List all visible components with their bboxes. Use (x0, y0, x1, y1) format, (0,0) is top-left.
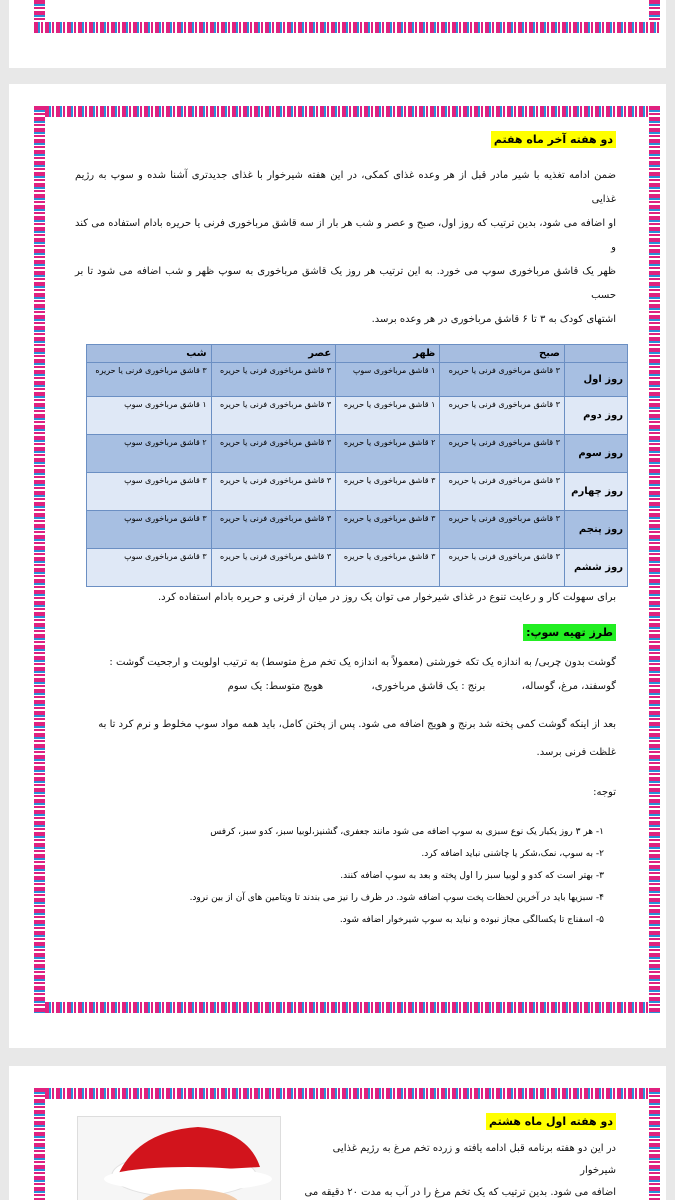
row-label: روز ششم (564, 549, 627, 587)
table-cell: ۳ قاشق مرباخوری سوپ (87, 473, 212, 511)
intro-line: ظهر یک قاشق مرباخوری سوپ می خورد. به این ترتیب هر روز یک قاشق مرباخوری به سوپ ظهر و شب اضافه می شود تا بر حسب (75, 266, 616, 301)
table-row (87, 549, 628, 587)
table-cell: ۱ قاشق مرباخوری سوپ (336, 363, 440, 397)
intro-line: اشتهای کودک به ۳ تا ۶ قاشق مرباخوری در هر وعده برسد. (371, 314, 616, 325)
cooking-line: بعد از اینکه گوشت کمی پخته شد برنج و هویج اضافه می شود. پس از پختن کامل، باید همه مواد سوپ مخلوط و نرم کرد تا به (98, 719, 616, 730)
page-border-top (34, 1088, 660, 1099)
page-border-top (34, 106, 660, 117)
list-item: ۴- سبزیها باید در آخرین لحظات پخت سوپ اضافه شود. در ظرف را نیز می بندند تا ویتامین های آن از بین نرود. (189, 893, 604, 903)
page-border-bottom (34, 1002, 660, 1013)
row-label: روز چهارم (564, 473, 627, 511)
list-item: ۵- اسفناج تا یکسالگی مجاز نبوده و نباید به سوپ شیرخوار اضافه شود. (339, 915, 604, 925)
section-heading: دو هفته آخر ماه هفتم (491, 131, 616, 148)
table-cell: ۳ قاشق مرباخوری یا حریره (336, 511, 440, 549)
table-cell: ۳ قاشق مرباخوری فرنی یا حریره (440, 363, 565, 397)
recipe-ingredients (75, 675, 616, 699)
table-cell: ۳ قاشق مرباخوری فرنی یا حریره (211, 363, 336, 397)
table-cell: ۳ قاشق مرباخوری سوپ (87, 549, 212, 587)
table-cell: ۲ قاشق مرباخوری یا حریره (336, 435, 440, 473)
intro-line: ضمن ادامه تغذیه با شیر مادر قبل از هر وعده غذای کمکی، در این هفته شیرخوار با غذای جدیدتری آشنا شده و سوپ به رژیم غذایی (75, 170, 616, 205)
list-item: ۳- بهتر است که کدو و لوبیا سبز را اول پخته و بعد به سوپ اضافه کنند. (340, 871, 604, 881)
page-2 (9, 84, 666, 1048)
ingredient-carrot: هویج متوسط: یک سوم (227, 681, 324, 692)
table-cell: ۱ قاشق مرباخوری سوپ (87, 397, 212, 435)
recipe-paragraph (75, 651, 616, 699)
notes-label: توجه: (593, 787, 616, 798)
recipe-heading: طرز تهیه سوپ: (523, 624, 616, 641)
page-3 (9, 1066, 666, 1200)
table-header: عصر (211, 345, 336, 363)
ingredient-meat: گوسفند، مرغ، گوساله، (521, 681, 616, 692)
table-row (87, 473, 628, 511)
table-cell: ۳ قاشق مرباخوری یا حریره (336, 549, 440, 587)
table-cell: ۳ قاشق مرباخوری فرنی یا حریره (440, 435, 565, 473)
section3-line: در این دو هفته برنامه قبل ادامه یافته و زرده تخم مرغ به رژیم غذایی شیرخوار (332, 1143, 616, 1176)
list-item: ۱- هر ۳ روز یکبار یک نوع سبزی به سوپ اضافه می شود مانند جعفری، گشنیز،لوبیا سبز، کدو سبز، کرفس (210, 827, 604, 837)
feeding-table (86, 344, 628, 587)
page-1 (9, 0, 666, 68)
table-row (87, 363, 628, 397)
content (75, 128, 623, 931)
row-label: روز پنجم (564, 511, 627, 549)
list-item: ۲- به سوپ، نمک،شکر یا چاشنی نباید اضافه کرد. (421, 849, 604, 859)
table-header: ظهر (336, 345, 440, 363)
cooking-paragraph (75, 711, 616, 767)
page-border-left (34, 106, 45, 1013)
after-table-note: برای سهولت کار و رعایت تنوع در غذای شیرخوار می توان یک روز در میان از فرنی و حریره بادام استفاده کرد. (157, 592, 616, 603)
section3-content (299, 1110, 616, 1200)
recipe-line: گوشت بدون چربی/ به اندازه یک تکه خورشتی (معمولاً به اندازه یک تخم مرغ متوسط) به ترتیب اولویت و ارجحیت گوشت : (109, 657, 616, 668)
table-row (87, 397, 628, 435)
row-label: روز دوم (564, 397, 627, 435)
section3-paragraph (299, 1138, 616, 1200)
cooking-line: غلظت فرنی برسد. (536, 747, 616, 758)
baby-santa-hat-image (78, 1117, 281, 1200)
table-row (87, 435, 628, 473)
page-border-right (649, 106, 660, 1013)
ingredient-rice: برنج : یک قاشق مرباخوری، (371, 681, 486, 692)
intro-paragraph (75, 164, 616, 332)
table-cell: ۳ قاشق مرباخوری فرنی یا حریره (440, 473, 565, 511)
table-row (87, 511, 628, 549)
table-cell: ۳ قاشق مرباخوری سوپ (87, 511, 212, 549)
intro-line: او اضافه می شود، بدین ترتیب که روز اول، صبح و عصر و شب هر بار از سه قاشق مرباخوری فرنی یا حریره بادام استفاده می کند و (75, 218, 616, 253)
table-cell: ۳ قاشق مرباخوری یا حریره (336, 473, 440, 511)
section3-line: اضافه می شود. بدین ترتیب که یک تخم مرغ را در آب به مدت ۲۰ دقیقه می (304, 1187, 616, 1198)
page-border-left (34, 1088, 45, 1200)
section-heading: دو هفته اول ماه هشتم (486, 1113, 616, 1130)
table-cell: ۳ قاشق مرباخوری فرنی یا حریره (440, 397, 565, 435)
table-header: صبح (440, 345, 565, 363)
table-cell: ۳ قاشق مرباخوری فرنی یا حریره (440, 549, 565, 587)
row-label: روز اول (564, 363, 627, 397)
page-border-bottom (34, 22, 660, 33)
notes-list (75, 821, 616, 931)
table-cell: ۳ قاشق مرباخوری فرنی یا حریره (211, 397, 336, 435)
row-label: روز سوم (564, 435, 627, 473)
table-cell: ۳ قاشق مرباخوری فرنی یا حریره (211, 435, 336, 473)
table-cell: ۱ قاشق مرباخوری یا حریره (336, 397, 440, 435)
baby-photo (77, 1116, 281, 1200)
table-header: شب (87, 345, 212, 363)
table-cell: ۳ قاشق مرباخوری فرنی یا حریره (211, 549, 336, 587)
table-cell: ۳ قاشق مرباخوری فرنی یا حریره (440, 511, 565, 549)
table-cell: ۳ قاشق مرباخوری فرنی یا حریره (211, 511, 336, 549)
table-cell: ۳ قاشق مرباخوری فرنی یا حریره (211, 473, 336, 511)
page-border-right (649, 1088, 660, 1200)
table-cell: ۲ قاشق مرباخوری سوپ (87, 435, 212, 473)
table-cell: ۳ قاشق مرباخوری فرنی یا حریره (87, 363, 212, 397)
table-header (564, 345, 627, 363)
